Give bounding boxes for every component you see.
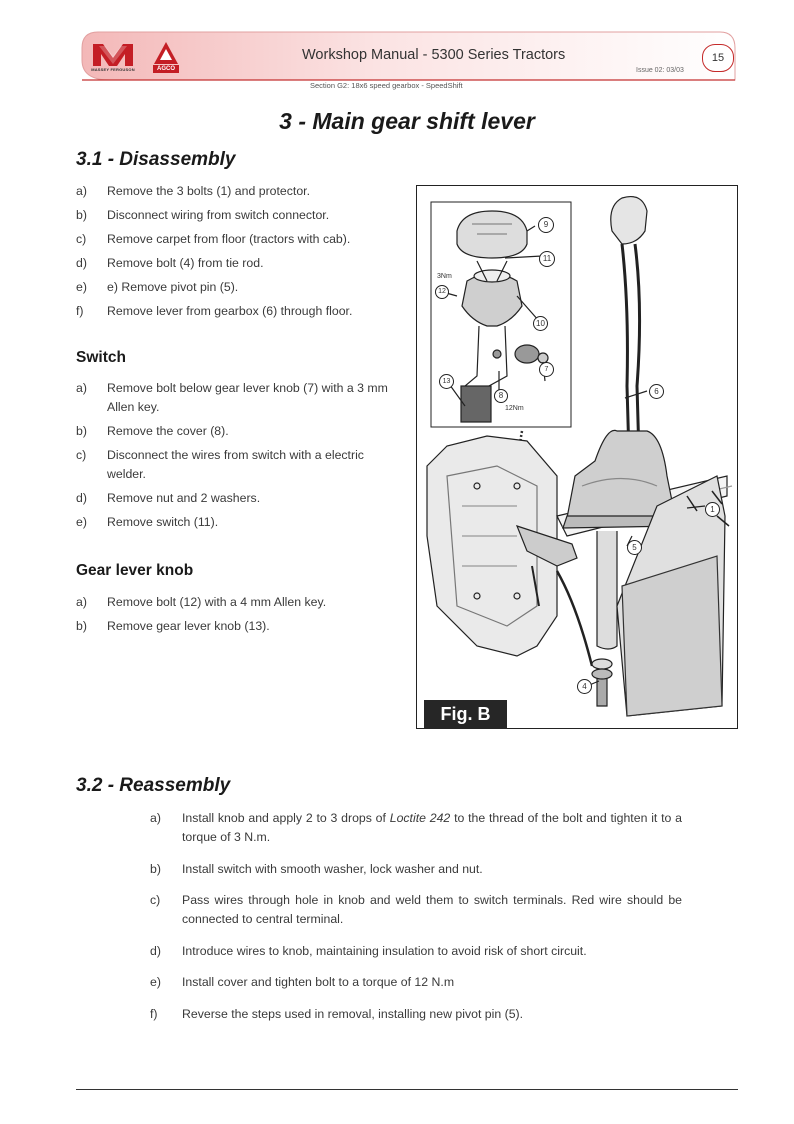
step-text: Remove gear lever knob (13). xyxy=(107,619,270,633)
step-text: Reverse the steps used in removal, installing new pivot pin (5). xyxy=(182,1006,524,1021)
step-marker: a) xyxy=(76,381,87,395)
knob-heading: Gear lever knob xyxy=(76,562,194,579)
step-text: Pass wires through hole in knob and weld them to switch terminals. Red wire should be connected to central terminal. xyxy=(182,893,682,926)
list-item xyxy=(76,230,406,249)
list-item xyxy=(150,973,682,992)
step-text: Remove lever from gearbox (6) through floor. xyxy=(107,304,353,318)
list-item xyxy=(150,860,682,879)
step-marker: b) xyxy=(76,619,87,633)
loctite-product: Loctite 242 xyxy=(389,811,451,825)
step-marker: c) xyxy=(76,232,87,246)
step-text: Install switch with smooth washer, lock washer and nut. xyxy=(182,861,483,876)
callout-1: 1 xyxy=(705,502,720,517)
callout-12: 12 xyxy=(435,285,449,299)
torque-12nm: 12Nm xyxy=(505,405,524,412)
callout-13: 13 xyxy=(439,374,454,389)
list-item xyxy=(76,206,406,225)
reassembly-steps xyxy=(150,809,682,1036)
list-item xyxy=(150,809,682,847)
figure-gear-lever-diagram xyxy=(416,185,738,729)
agco-wordmark: AGCO xyxy=(157,66,175,72)
step-text: Remove nut and 2 washers. xyxy=(107,491,261,505)
list-item xyxy=(76,182,406,201)
step-marker: e) xyxy=(76,515,87,529)
step-marker: a) xyxy=(76,595,87,609)
switch-heading: Switch xyxy=(76,349,126,366)
step-text: Disconnect the wires from switch with a electric welder. xyxy=(107,448,364,481)
page-number: 15 xyxy=(702,44,734,72)
callout-6: 6 xyxy=(649,384,664,399)
list-item xyxy=(150,942,682,961)
list-item xyxy=(76,422,402,441)
knob-steps xyxy=(76,593,402,641)
step-text xyxy=(182,809,682,847)
disassembly-steps xyxy=(76,182,406,326)
callout-11: 7 xyxy=(539,362,554,377)
step-marker: f) xyxy=(150,1006,158,1021)
step-text: Remove bolt (4) from tie rod. xyxy=(107,256,264,270)
step-marker: a) xyxy=(76,184,87,198)
step-text: Remove the 3 bolts (1) and protector. xyxy=(107,184,311,198)
step-marker: d) xyxy=(150,943,161,958)
step-text: Remove switch (11). xyxy=(107,515,219,529)
list-item xyxy=(76,302,406,321)
step-marker: f) xyxy=(76,304,84,318)
step-marker: c) xyxy=(150,893,161,907)
step-text: Introduce wires to knob, maintaining insulation to avoid risk of short circuit. xyxy=(182,943,587,958)
step-marker: b) xyxy=(76,208,87,222)
step-text-part: to the thread of the bolt and tighten it to a torque of 3 N.m. xyxy=(182,811,683,844)
list-item xyxy=(76,489,402,508)
callout-9: 10 xyxy=(533,316,548,331)
step-text-part: Install knob and apply 2 to 3 drops of xyxy=(182,811,390,825)
step-marker: d) xyxy=(76,491,87,505)
step-text: Remove carpet from floor (tractors with cab). xyxy=(107,232,351,246)
list-item xyxy=(76,446,402,484)
switch-steps xyxy=(76,379,402,537)
reassembly-heading: 3.2 - Reassembly xyxy=(76,775,231,796)
callout-7: 8 xyxy=(494,389,508,403)
list-item xyxy=(76,278,406,297)
step-marker: d) xyxy=(76,256,87,270)
step-marker: c) xyxy=(76,448,87,462)
massey-ferguson-wordmark: MASSEY FERGUSON xyxy=(91,67,135,72)
step-text: Disconnect wiring from switch connector. xyxy=(107,208,330,222)
footer-rule xyxy=(76,1089,738,1090)
callout-5: 5 xyxy=(627,540,642,555)
section-title: Section G2: 18x6 speed gearbox - SpeedShift xyxy=(310,81,463,90)
list-item xyxy=(76,593,402,612)
step-marker: b) xyxy=(76,424,87,438)
step-text: Remove bolt below gear lever knob (7) with a 3 mm Allen key. xyxy=(107,381,388,414)
callout-10: 11 xyxy=(539,251,555,267)
list-item xyxy=(76,379,402,417)
disassembly-heading: 3.1 - Disassembly xyxy=(76,149,236,170)
issue-date: Issue 02: 03/03 xyxy=(636,67,684,74)
step-text: Remove bolt (12) with a 4 mm Allen key. xyxy=(107,595,327,609)
page-title: 3 - Main gear shift lever xyxy=(279,108,535,134)
agco-logo xyxy=(151,40,181,74)
list-item xyxy=(150,1005,682,1024)
step-text: e) Remove pivot pin (5). xyxy=(107,280,239,294)
massey-ferguson-logo xyxy=(90,40,136,76)
step-marker: e) xyxy=(150,975,161,989)
callout-4: 4 xyxy=(577,679,592,694)
figure-label: Fig. B xyxy=(424,700,507,729)
list-item xyxy=(76,254,406,273)
manual-title: Workshop Manual - 5300 Series Tractors xyxy=(302,47,566,63)
step-marker: b) xyxy=(150,861,161,876)
callout-8: 9 xyxy=(538,217,554,233)
torque-3nm: 3Nm xyxy=(437,273,452,280)
list-item xyxy=(76,513,402,532)
step-marker: e) xyxy=(76,280,87,294)
step-text: Remove the cover (8). xyxy=(107,424,229,438)
list-item xyxy=(150,891,682,929)
step-marker: a) xyxy=(150,811,161,825)
step-text: Install cover and tighten bolt to a torque of 12 N.m xyxy=(182,975,455,989)
list-item xyxy=(76,617,402,636)
